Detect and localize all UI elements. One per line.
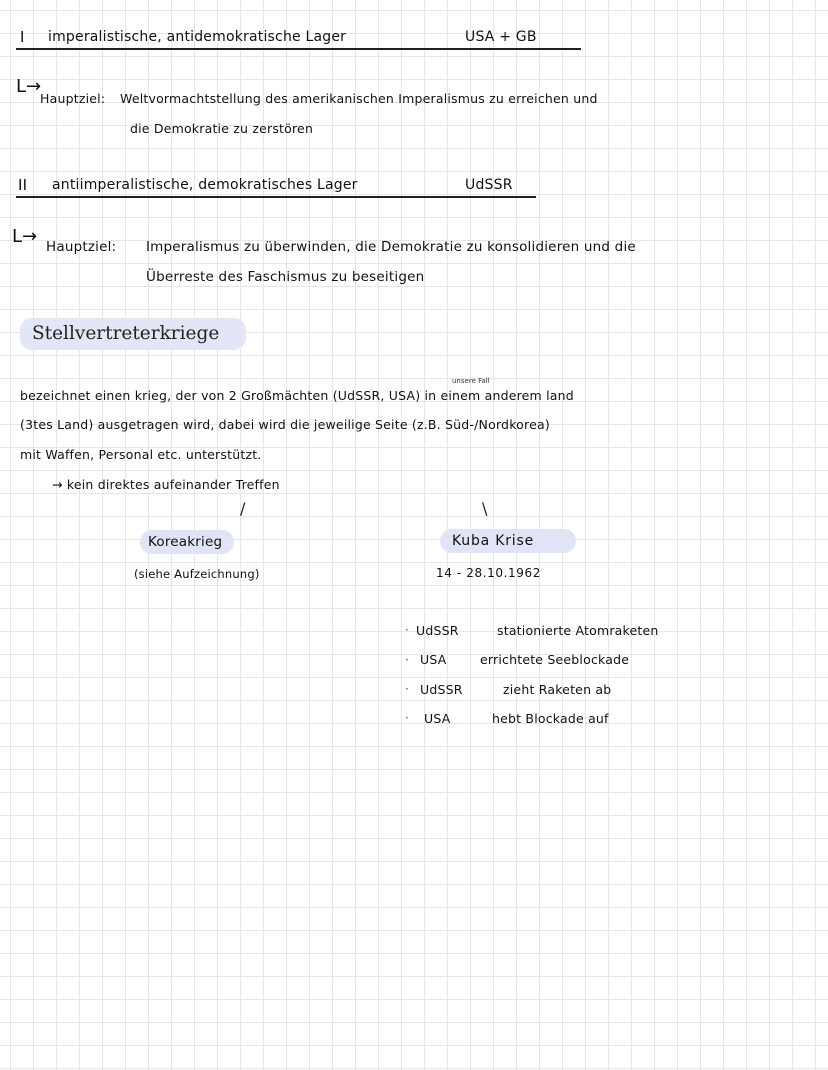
event-4-action: hebt Blockade auf: [492, 711, 609, 726]
camp1-goal-label: Hauptziel:: [40, 91, 106, 106]
camp2-goal-line2: Überreste des Faschismus zu beseitigen: [146, 269, 425, 285]
camp2-country: UdSSR: [465, 177, 513, 193]
event-1-action: stationierte Atomraketen: [497, 623, 659, 638]
camp2-goal-label: Hauptziel:: [46, 239, 117, 255]
camp1-goal-line1: Weltvormachtstellung des amerikanischen Imperalismus zu erreichen und: [120, 91, 598, 106]
camp2-title: antiimperalistische, demokratisches Lager: [52, 177, 358, 193]
korea-label: Koreakrieg: [148, 534, 223, 550]
proxy-note-small: unsere Fall: [452, 377, 490, 385]
proxy-heading: Stellvertreterkriege: [32, 323, 220, 344]
branch-left-slash: /: [240, 499, 246, 518]
event-2-actor: USA: [420, 652, 447, 667]
camp2-underline: [16, 196, 536, 198]
camp2-number: II: [18, 176, 28, 194]
event-1-actor: UdSSR: [416, 623, 459, 638]
korea-note: (siehe Aufzeichnung): [134, 567, 260, 581]
proxy-line1: bezeichnet einen krieg, der von 2 Großmächten (UdSSR, USA) in einem anderem land: [20, 388, 574, 403]
kuba-label: Kuba Krise: [452, 533, 535, 549]
camp2-arrow-icon: L→: [12, 226, 38, 247]
event-2-bullet: ·: [405, 653, 409, 667]
camp1-number: I: [20, 28, 25, 46]
proxy-line3: mit Waffen, Personal etc. unterstützt.: [20, 447, 262, 462]
camp1-title: imperalistische, antidemokratische Lager: [48, 29, 347, 45]
event-3-actor: UdSSR: [420, 682, 463, 697]
camp1-goal-line2: die Demokratie zu zerstören: [130, 121, 314, 136]
camp1-arrow-icon: L→: [16, 76, 42, 97]
event-3-action: zieht Raketen ab: [503, 682, 612, 697]
event-4-actor: USA: [424, 711, 451, 726]
event-1-bullet: ·: [405, 623, 409, 637]
event-2-action: errichtete Seeblockade: [480, 652, 630, 667]
kuba-date: 14 - 28.10.1962: [436, 566, 541, 580]
camp1-underline: [16, 48, 581, 50]
event-3-bullet: ·: [405, 682, 409, 696]
proxy-line2: (3tes Land) ausgetragen wird, dabei wird die jeweilige Seite (z.B. Süd-/Nordkorea): [20, 417, 550, 432]
branch-right-slash: \: [482, 499, 488, 518]
event-4-bullet: ·: [405, 711, 409, 725]
proxy-line4: → kein direktes aufeinander Treffen: [52, 477, 280, 492]
camp1-country: USA + GB: [465, 29, 537, 45]
camp2-goal-line1: Imperalismus zu überwinden, die Demokratie zu konsolidieren und die: [146, 239, 636, 255]
